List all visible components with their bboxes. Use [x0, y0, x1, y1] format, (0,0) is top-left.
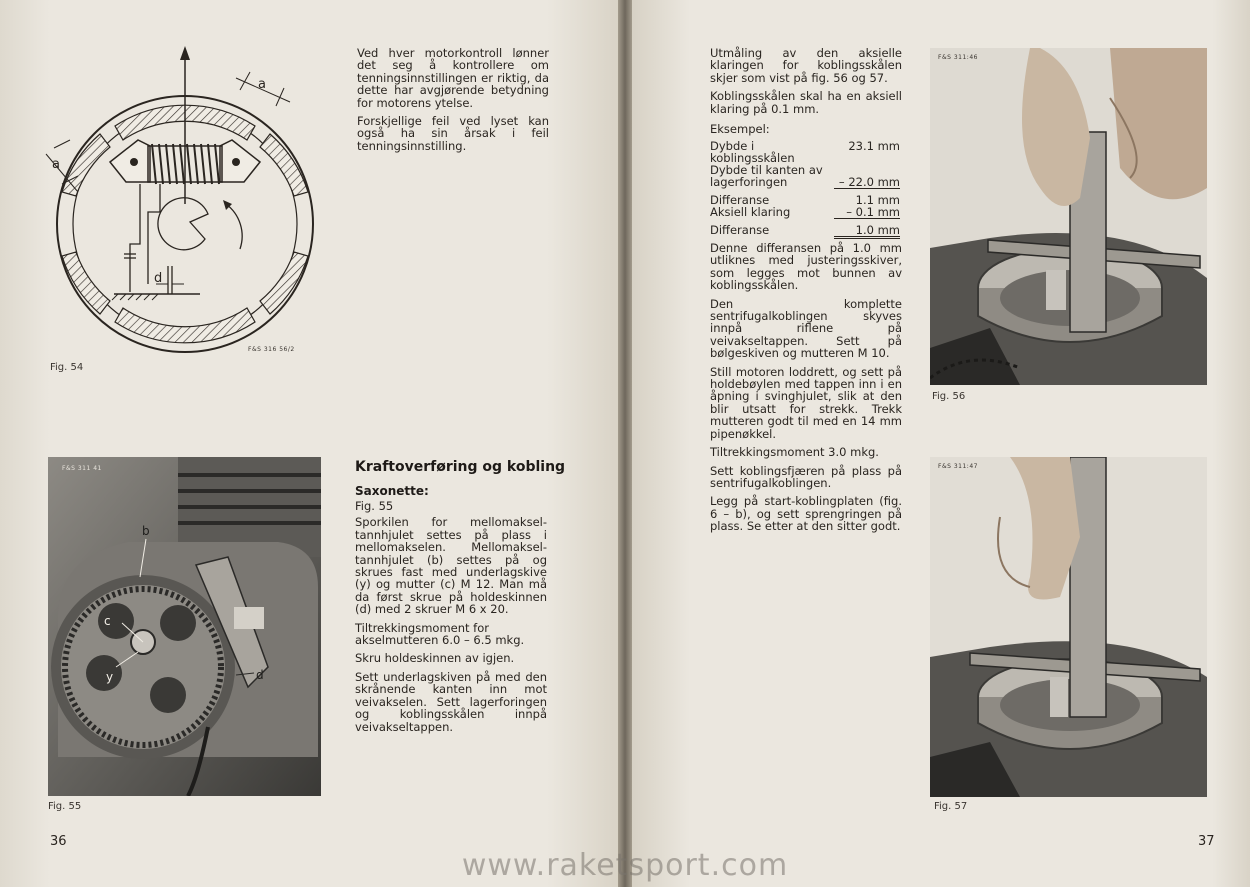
fig55-label-b: b	[142, 524, 150, 538]
calc-row	[710, 176, 900, 189]
section-text	[355, 500, 547, 739]
right-text-bottom	[710, 242, 902, 539]
section-heading: Kraftoverføring og kobling	[355, 459, 566, 475]
page-number-left: 36	[50, 834, 67, 849]
section-paragraph: Tiltrekkingsmoment for akselmutteren 6.0 – 6.5 mkg.	[355, 620, 525, 648]
calc-label: Dybde til kanten av	[710, 163, 823, 177]
right-paragraph: Tiltrekkingsmoment 3.0 mkg.	[710, 445, 879, 460]
fig54-label-a-right: a	[258, 77, 266, 92]
right-paragraph: Sett koblingsfjæren på plass på sentrifugalkoblingen.	[710, 463, 902, 490]
fig55-label-c: c	[104, 614, 111, 628]
calc-label: Aksiell klaring	[710, 205, 791, 219]
fig54-code: F&S 316 56/2	[248, 346, 295, 353]
watermark: www.raketsport.com	[461, 848, 789, 883]
calc-row	[710, 206, 900, 219]
calc-label: lagerforingen	[710, 175, 788, 189]
calc-value: – 22.0 mm	[834, 176, 900, 189]
right-text-top	[710, 47, 902, 135]
subheading: Saxonette:	[355, 484, 429, 498]
section-paragraph: Sporkilen for mellomaksel-tannhjulet settes på plass i mellomakselen. Mellomaksel-tannhjulet (b) settes på og skrues fast med underlagskive (y) og mutter (c) M 12. Man må da først skrue på holdeskinnen (d) med 2 skruer M 6 x 20.	[355, 515, 547, 617]
fig57-caption: Fig. 57	[934, 801, 968, 812]
calc-row	[710, 140, 900, 164]
calc-value: 23.1 mm	[848, 139, 900, 153]
right-paragraph: Denne differansen på 1.0 mm utliknes med justeringsskiver, som legges mot bunnen av koblingsskålen.	[710, 241, 902, 293]
calculation-table	[710, 140, 900, 239]
intro-text	[357, 47, 549, 158]
page-number-right: 37	[1198, 834, 1215, 849]
fig55-label-d: d	[256, 668, 264, 682]
fig55-label-y: y	[106, 670, 114, 684]
fig54-ignition-diagram	[40, 44, 340, 364]
fig56-caption: Fig. 56	[932, 391, 966, 402]
fig57-code: F&S 311:47	[938, 463, 978, 470]
right-paragraph: Still motoren loddrett, og sett på holdebøylen med tappen inn i en åpning i svinghjulet, slik at den blir utsatt for strekk. Trekk mutteren godt til med en 14 mm pipenøkkel.	[710, 364, 902, 441]
fig56-code: F&S 311:46	[938, 54, 978, 61]
fig54-label-d: d	[154, 271, 163, 286]
fig54-label-a-left: a	[52, 157, 60, 172]
section-paragraph: Sett underlagskiven på med den skrånende kanten inn mot veivakselen. Sett lagerforingen og koblingsskålen innpå veivakseltappen.	[355, 669, 547, 734]
calc-value: 1.0 mm	[834, 224, 900, 239]
right-paragraph: Utmåling av den aksielle klaringen for koblingsskålen skjer som vist på fig. 56 og 57.	[710, 46, 902, 85]
book-gutter	[618, 0, 632, 887]
example-label: Eksempel:	[710, 122, 770, 137]
right-paragraph: Den komplette sentrifugalkoblingen skyves innpå riflene på veivakseltappen. Sett på bølgeskiven og mutteren M 10.	[710, 296, 902, 361]
intro-paragraph: Ved hver motorkontroll lønner det seg å kontrollere om tenningsinnstillingen er riktig, da dette har avgjørende betydning for motorens ytelse.	[357, 46, 549, 110]
fig56-photo	[930, 48, 1207, 385]
fig55-photo	[48, 457, 321, 796]
fig54-caption: Fig. 54	[50, 362, 84, 373]
right-paragraph: Koblingsskålen skal ha en aksiell klaring på 0.1 mm.	[710, 89, 902, 116]
calc-value: 1.1 mm	[855, 193, 900, 207]
section-paragraph: Skru holdeskinnen av igjen.	[355, 651, 515, 666]
calc-label: Dybde i koblingsskålen	[710, 139, 795, 165]
fig57-photo	[930, 457, 1207, 797]
right-paragraph: Legg på start-koblingplaten (fig. 6 – b), og sett sprengringen på plass. Se etter at den sitter godt.	[710, 494, 902, 534]
calc-value: – 0.1 mm	[834, 206, 900, 219]
calc-label: Differanse	[710, 223, 770, 237]
fig55-caption: Fig. 55	[48, 801, 82, 812]
calc-label: Differanse	[710, 193, 770, 207]
fig55-code: F&S 311 41	[62, 465, 102, 472]
calc-row	[710, 224, 900, 239]
intro-paragraph: Forskjellige feil ved lyset kan også ha sin årsak i feil tenningsinnstilling.	[357, 114, 549, 153]
fig-reference: Fig. 55	[355, 499, 394, 513]
